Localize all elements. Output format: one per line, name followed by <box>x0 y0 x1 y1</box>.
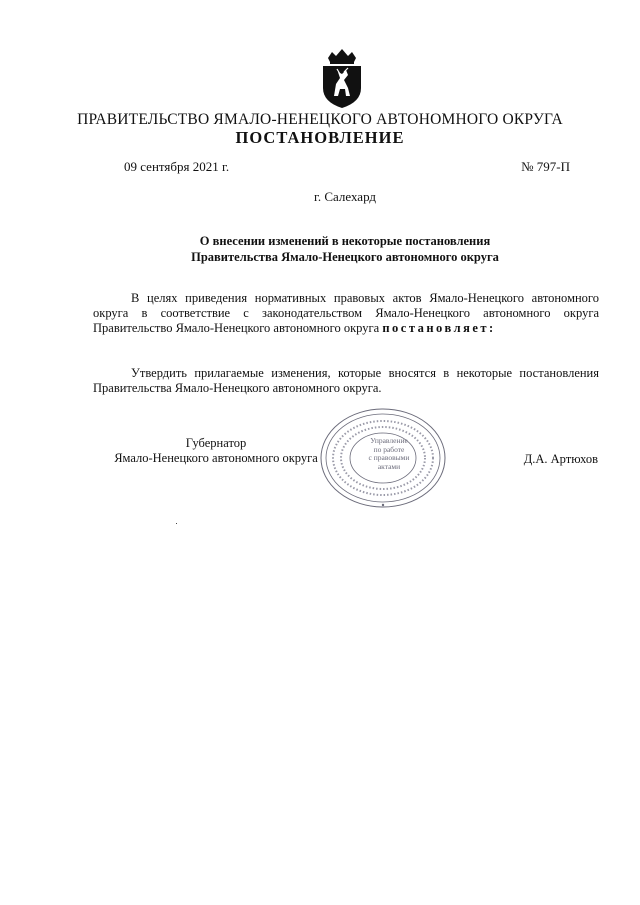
signatory-role <box>93 436 339 466</box>
paragraph-1-text: В целях приведения нормативных правовых актов Ямало-Ненецкого автономного округа в соответствие с законодательством Ямало-Ненецкого автономного округа Правительство Ямало-Ненецкого автономного округа <box>93 291 599 335</box>
stamp-text <box>362 437 416 471</box>
stamp-line-4: актами <box>377 461 401 471</box>
body-paragraph-1 <box>93 291 599 336</box>
subject-line-1: О внесении изменений в некоторые постановления <box>199 234 491 248</box>
emblem-icon <box>318 48 366 110</box>
body-paragraph-2 <box>93 366 599 396</box>
stamp-line-2: по работе <box>373 444 405 454</box>
stamp-line-3: с правовыми <box>368 453 410 462</box>
resolution-verb: постановляет: <box>382 321 496 335</box>
subject-line-2: Правительства Ямало-Ненецкого автономного округа <box>191 250 499 264</box>
paragraph-2-text: Утвердить прилагаемые изменения, которые вносятся в некоторые постановления Правительства Ямало-Ненецкого автономного округа. <box>93 366 599 395</box>
document-city: г. Салехард <box>313 189 377 204</box>
stamp-line-1: Управление <box>370 436 408 445</box>
scan-speck <box>176 523 177 524</box>
signatory-role-line-2: Ямало-Ненецкого автономного округа <box>114 451 318 465</box>
document-number: № 797-П <box>521 159 570 174</box>
signatory-role-line-1: Губернатор <box>185 436 247 450</box>
signatory-name: Д.А. Артюхов <box>523 452 598 466</box>
document-subject <box>0 233 640 265</box>
government-name: ПРАВИТЕЛЬСТВО ЯМАЛО-НЕНЕЦКОГО АВТОНОМНОГО ОКРУГА <box>77 111 563 128</box>
document-date: 09 сентября 2021 г. <box>124 159 230 174</box>
document-type: ПОСТАНОВЛЕНИЕ <box>235 128 405 147</box>
